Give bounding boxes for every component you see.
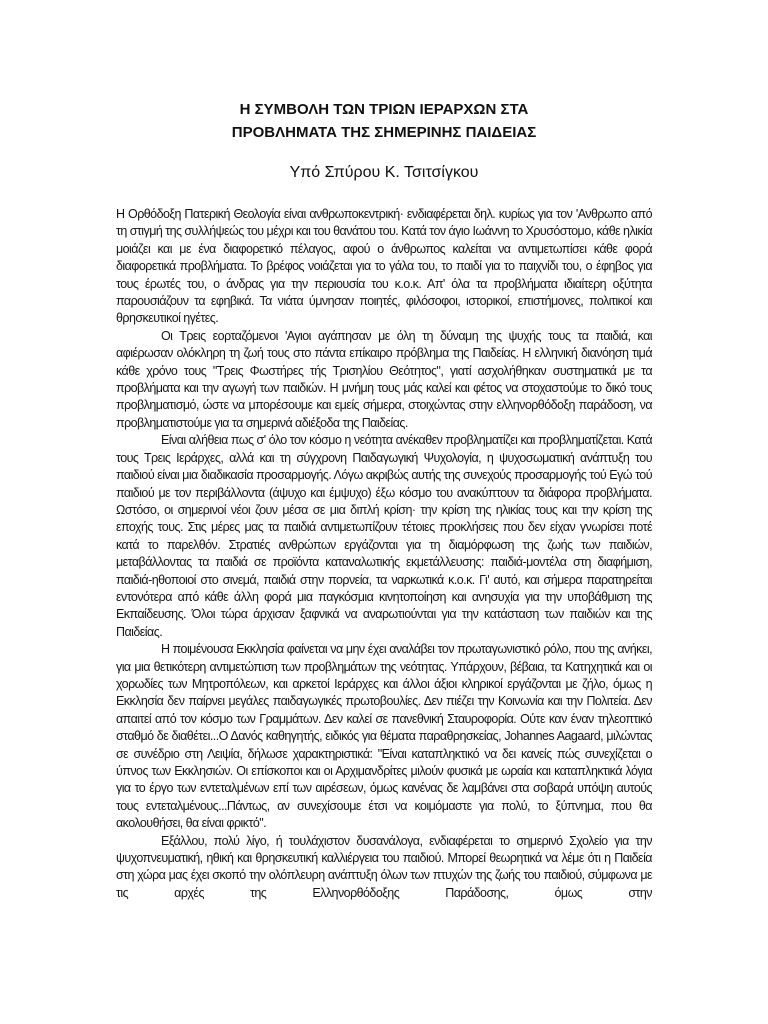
article-body [116,206,652,902]
paragraph-2: Οι Τρεις εορταζόμενοι 'Αγιοι αγάπησαν με όλη τη δύναμη της ψυχής τους τα παιδιά, και αφιέρωσαν ολόκληρη τη ζωή τους στο πάντα επίκαιρο πρόβλημα της Παιδείας. Η ελληνική διανόηση τιμά κάθε χρόνο τους "Τρεις Φωστήρες τής Τρισηλίου Θεότητος", γιατί ασχολήθηκαν συστηματικά με τα προβλήματα και την αγωγή των παιδιών. Η μνήμη τους μάς καλεί και φέτος να στοχαστούμε το δικό τους προβληματισμό, ώστε να μπορέσουμε και εμείς σήμερα, στοιχώντας στην ελληνορθόδοξη παράδοση, να προβληματιστούμε για τα σημερινά αδιέξοδα της Παιδείας. [116,328,652,430]
paragraph-1: Η Ορθόδοξη Πατερική Θεολογία είναι ανθρωποκεντρική· ενδιαφέρεται δηλ. κυρίως για τον 'Ανθρωπο από τη στιγμή της συλλήψεώς του μέχρι και του θανάτου του. Κατά τον άγιο Ιωάννη το Χρυσόστομο, κάθε ηλικία μοιάζει και με ένα διαφορετικό πέλαγος, αφού ο άνθρωπος καλείται να αντιμετωπίσει κάθε φορά διαφορετικά προβλήματα. Το βρέφος νοιάζεται για το γάλα του, το παιδί για το παιχνίδι του, ο έφηβος για τους έρωτές του, ο άνδρας για την περιουσία του κ.ο.κ. Απ' όλα τα προβλήματα ιδιαίτερη οξύτητα παρουσιάζουν τα εφηβικά. Τα νιάτα ύμνησαν ποιητές, φιλόσοφοι, ιστορικοί, επιστήμονες, πολιτικοί και θρησκευτικοί ηγέτες. [116,207,652,326]
article-title-line-1: Η ΣΥΜΒΟΛΗ ΤΩΝ ΤΡΙΩΝ ΙΕΡΑΡΧΩΝ ΣΤΑ [239,101,529,118]
paragraph-3: Είναι αλήθεια πως σ' όλο τον κόσμο η νεότητα ανέκαθεν προβληματίζει και προβληματίζεται. Κατά τους Τρεις Ιεράρχες, αλλά και τη σύγχρονη Παιδαγωγική Ψυχολογία, η ψυχοσωματική ανάπτυξη του παιδιού είναι μια διαδικασία προσαρμογής. Λόγω ακριβώς αυτής της συνεχούς προσαρμογής τού Εγώ τού παιδιού με τον περιβάλλοντα (άψυχο και έμψυχο) έξω κόσμο του ανακύπτουν τα διάφορα προβλήματα. Ωστόσο, οι σημερινοί νέοι ζουν μέσα σε μια διπλή κρίση· την κρίση της ηλικίας τους και την κρίση της εποχής τους. Στις μέρες μας τα παιδιά αντιμετωπίζουν τέτοιες προκλήσεις που δεν είχαν γνωρίσει ποτέ κατά το παρελθόν. Στρατιές ανθρώπων εργάζονται για τη διαμόρφωση της ζωής των παιδιών, μεταβάλλοντας τα παιδιά σε προϊόντα καταναλωτικής εκμετάλλευσης: παιδιά-μοντέλα στη διαφήμιση, παιδιά-ηθοποιοί στο σινεμά, παιδιά στην πορνεία, τα ναρκωτικά κ.ο.κ. Γι' αυτό, και σήμερα παρατηρείται εντονότερα από κάθε άλλη φορά μια παγκόσμια κινητοποίηση και ανησυχία για την υποβάθμιση της Εκπαίδευσης. Όλοι τώρα άρχισαν ξαφνικά να αναρωτιούνται για την κατάσταση των παιδιών και της Παιδείας. [116,433,652,639]
paragraph-4: Η ποιμένουσα Εκκλησία φαίνεται να μην έχει αναλάβει τον πρωταγωνιστικό ρόλο, που της ανήκει, για μια θετικότερη αντιμετώπιση των προβλημάτων της νεότητας. Υπάρχουν, βέβαια, τα Κατηχητικά και οι χορωδίες των Μητροπόλεων, και αρκετοί Ιεράρχες και άλλοι άξιοι κληρικοί εργάζονται με ζήλο, όμως η Εκκλησία δεν παίρνει μεγάλες παιδαγωγικές πρωτοβουλίες. Δεν πιέζει την Κοινωνία και την Πολιτεία. Δεν απαιτεί από τον κόσμο των Γραμμάτων. Δεν καλεί σε πανεθνική Σταυροφορία. Ούτε καν έναν τηλεοπτικό σταθμό δε διαθέτει...Ο Δανός καθηγητής, ειδικός για θέματα παραθρησκείας, Johannes Aagaard, μιλώντας σε συνέδριο στη Λειψία, δήλωσε χαρακτηριστικά: "Είναι καταπληκτικό να δει κανείς πώς συνεχίζεται ο ύπνος των Εκκλησιών. Οι επίσκοποι και οι Αρχιμανδρίτες μιλούν φυσικά με ωραία και καταπληκτικά λόγια για το έργο των εντεταλμένων επί των αιρέσεων, όμως κανένας δε λαμβάνει στα σοβαρά υπόψη αυτούς τους εντεταλμένους...Πάντως, αν συνεχίσουμε έτσι να κοιμόμαστε για πολύ, το ξύπνημα, που θα ακολουθήσει, θα είναι φρικτό". [116,642,652,831]
author-byline: Υπό Σπύρου Κ. Τσιτσίγκου [289,164,479,181]
article-title [0,98,768,144]
paragraph-5: Εξάλλου, πολύ λίγο, ή τουλάχιστον δυσανάλογα, ενδιαφέρεται το σημερινό Σχολείο για την ψυχοπνευματική, ηθική και θρησκευτική καλλιέργεια του παιδιού. Μπορεί θεωρητικά να λέμε ότι η Παιδεία στη χώρα μας έχει σκοπό την ολόπλευρη ανάπτυξη όλων των πτυχών της ζωής του παιδιού, σύμφωνα με τις αρχές της Ελληνορθόδοξης Παράδοσης, όμως στην [116,833,652,900]
article-title-line-2: ΠΡΟΒΛΗΜΑΤΑ ΤΗΣ ΣΗΜΕΡΙΝΗΣ ΠΑΙΔΕΙΑΣ [231,124,537,141]
